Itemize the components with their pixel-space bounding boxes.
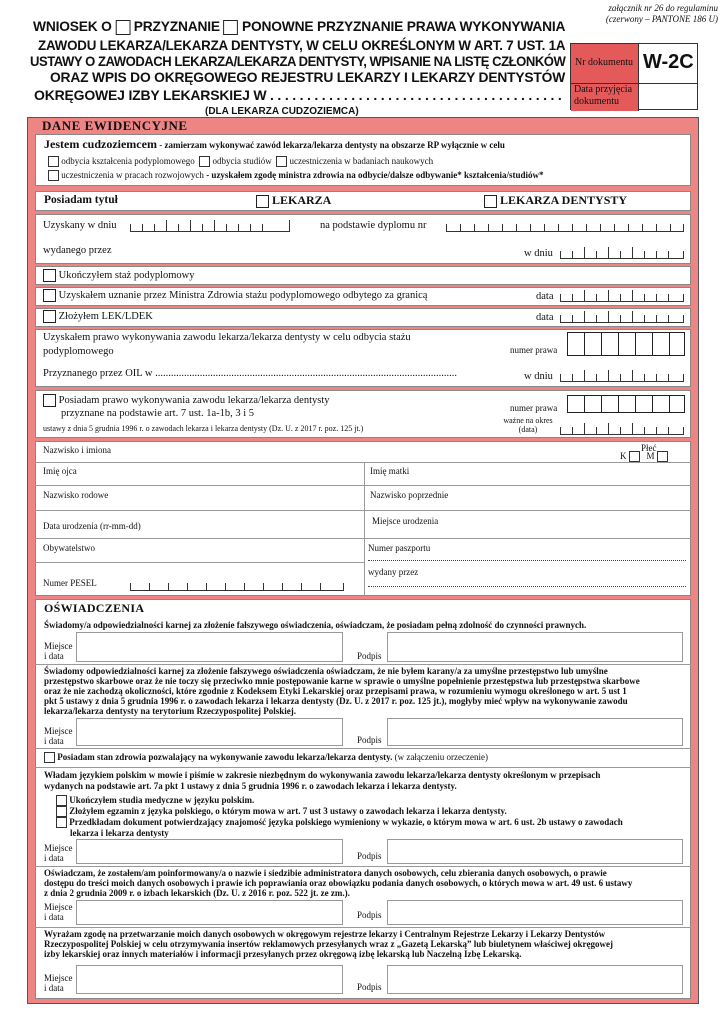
- st3-miejsce-label: Miejsce: [44, 843, 73, 853]
- title-line5: OKRĘGOWEJ IZBY LEKARSKIEJ W . . . . . . . . . . . . . . . . . . . . . . . . . . . . . . . . . . . . . . . .: [34, 87, 562, 103]
- statement-capacity: Świadomy/a odpowiedzialności karnej za złożenie fałszywego oświadczenia, oświadczam, że posiadam pełną zdolność do czynności prawnych.: [44, 620, 587, 630]
- uznanie-checkbox[interactable]: [43, 289, 56, 302]
- opt-badania-label: uczestniczenia w badaniach naukowych: [289, 156, 434, 166]
- plec-k-label: K: [620, 451, 627, 461]
- st3-idata-label: i data: [44, 853, 64, 863]
- plec-label: Płeć: [641, 443, 657, 453]
- st1-podpis-label: Podpis: [357, 651, 382, 661]
- opt-ksztalcenie-checkbox[interactable]: [48, 156, 59, 167]
- uznanie-label: Uzyskałem uznanie przez Ministra Zdrowia stażu podyplomowego odbytego za granicą: [58, 289, 428, 301]
- polish-exam-label: Złożyłem egzamin z języka polskiego, o którym mowa w art. 7 ust 3 ustawy o zawodach lekarza i lekarza dentysty.: [69, 806, 507, 816]
- opt-prace-label: uczestniczenia w pracach rozwojowych: [61, 170, 204, 180]
- dyplom-label: na podstawie dyplomu nr: [320, 220, 427, 231]
- prawo-staz-line2: podyplomowego: [43, 346, 114, 357]
- title-line3: USTAWY O ZAWODACH LEKARZA/LEKARZA DENTYSTY, WPISANIE NA LISTĘ CZŁONKÓW: [30, 53, 566, 69]
- st2-signature-field[interactable]: [387, 718, 683, 746]
- statement-criminal-3: oraz że nie zachodzą okoliczności, które zgodnie z Kodeksem Etyki Lekarskiej oraz przepisami prawa, w rozumieniu wymogu określonego w art. 5 ust 1: [44, 686, 627, 696]
- opt-ksztalcenie-label: odbycia kształcenia podyplomowego: [61, 156, 195, 166]
- title-line2: ZAWODU LEKARZA/LEKARZA DENTYSTY, W CELU OKREŚLONYM W ART. 7 UST. 1A: [38, 37, 566, 53]
- st5-podpis-label: Podpis: [357, 982, 382, 992]
- prawo-art7-line1: Posiadam prawo wykonywania zawodu lekarza/lekarza dentysty: [58, 394, 330, 406]
- st2-place-date-field[interactable]: [76, 718, 343, 746]
- health-note: (w załączeniu orzeczenie): [392, 752, 489, 762]
- foreigner-label: Jestem cudzoziemcem: [44, 137, 157, 151]
- annex-note: załącznik nr 26 do regulaminu: [608, 3, 718, 13]
- health-label: Posiadam stan zdrowia pozwalający na wykonywanie zawodu lekarza/lekarza dentysty.: [57, 752, 393, 762]
- polish-statement-1: Władam językiem polskim w mowie i piśmie w zakresie niezbędnym do wykonywania zawodu lekarza/lekarza dentysty określonym w przepisach: [44, 770, 601, 780]
- st1-miejsce-label: Miejsce: [44, 641, 73, 651]
- polish-document-label-2: lekarza i lekarza dentysty: [70, 828, 169, 838]
- staz-label: Ukończyłem staż podyplomowy: [58, 269, 195, 281]
- lek-date-cells[interactable]: [560, 312, 684, 323]
- statement-criminal-5: lekarza/lekarza dentysty na terytorium Rzeczypospolitej Polskiej.: [44, 706, 296, 716]
- lekarza-dentysty-checkbox[interactable]: [484, 195, 497, 208]
- oil-wdniu-label: w dniu: [524, 371, 553, 382]
- marketing-statement-3: izby lekarskiej oraz innych materiałów i informacji przesyłanych przez okręgową izbę lekarską lub Naczelną Izbę Lekarską.: [44, 949, 522, 959]
- marketing-statement-1: Wyrażam zgodę na przetwarzanie moich danych osobowych w okręgowym rejestrze lekarzy i Centralnym Rejestrze Lekarzy i Lekarzy Dentystów: [44, 929, 606, 939]
- statement-criminal-2: przestępstwo skarbowe oraz że nie toczy się przeciwko mnie postępowanie karne w sprawie o umyślne popełnienie przestępstwa lub przestępstwa skarbowe: [44, 676, 640, 686]
- opt-prace-checkbox[interactable]: [48, 170, 59, 181]
- lek-checkbox[interactable]: [43, 310, 56, 323]
- st4-podpis-label: Podpis: [357, 910, 382, 920]
- uzyskany-date-cells[interactable]: [130, 221, 290, 232]
- opt-prace-bold: - uzyskałem zgodę ministra zdrowia na odbycie/dalsze odbywanie* kształcenia/studiów*: [203, 170, 544, 180]
- pesel-label: Numer PESEL: [43, 578, 97, 588]
- numer-prawa2-label: numer prawa: [510, 403, 558, 413]
- nazwisko-label: Nazwisko i imiona: [43, 445, 111, 455]
- pesel-cells[interactable]: [130, 580, 344, 591]
- opt-studia-label: odbycia studiów: [212, 156, 272, 166]
- polish-statement-2: wydanych na podstawie art. 7a pkt 1 ustawy z dnia 5 grudnia 1996 r. o zawodach lekarza i lekarza dentysty.: [44, 781, 457, 791]
- paszport-label: Numer paszportu: [368, 543, 431, 553]
- st1-idata-label: i data: [44, 651, 64, 661]
- lekarza-checkbox[interactable]: [256, 195, 269, 208]
- prawo-art7-line2: przyznane na podstawie art. 7 ust. 1a-1b, 3 i 5: [61, 408, 255, 419]
- st1-place-date-field[interactable]: [76, 632, 343, 662]
- numer-prawa-label: numer prawa: [510, 345, 558, 355]
- doc-box: [570, 43, 698, 110]
- title-line1-opt2: PONOWNE PRZYZNANIE PRAWA WYKONYWANIA: [241, 18, 566, 34]
- title-line4: ORAZ WPIS DO OKRĘGOWEGO REJESTRU LEKARZY I LEKARZY DENTYSTÓW: [50, 69, 566, 85]
- przyznanie-checkbox[interactable]: [115, 20, 130, 35]
- lek-data-label: data: [536, 312, 554, 323]
- section-dane-title: DANE EWIDENCYJNE: [42, 118, 188, 133]
- st5-idata-label: i data: [44, 983, 64, 993]
- st2-podpis-label: Podpis: [357, 735, 382, 745]
- wydany-date-cells[interactable]: [560, 248, 684, 259]
- st3-signature-field[interactable]: [387, 839, 683, 864]
- uzyskany-label: Uzyskany w dniu: [43, 220, 117, 231]
- polish-studies-label: Ukończyłem studia medyczne w języku polskim.: [69, 795, 255, 805]
- doc-date-label: Data przyjęcia dokumentu: [574, 84, 633, 107]
- st2-idata-label: i data: [44, 736, 64, 746]
- foreigner-rest: - zamierzam wykonywać zawód lekarza/lekarza dentysty na obszarze RP wyłącznie w celu: [156, 140, 505, 150]
- ponowne-checkbox[interactable]: [224, 20, 239, 35]
- numer-prawa-boxes[interactable]: [567, 332, 685, 356]
- imie-ojca-label: Imię ojca: [43, 466, 77, 476]
- polish-exam-checkbox[interactable]: [56, 806, 67, 817]
- st3-place-date-field[interactable]: [76, 839, 343, 864]
- dyplom-cells[interactable]: [446, 221, 684, 232]
- rodo-statement-1: Oświadczam, że zostałem/am poinformowany/a o nazwie i siedzibie administratora danych osobowych, celu zbierania danych osobowych, o prawie: [44, 868, 607, 878]
- statement-criminal-1: Świadomy odpowiedzialności karnej za złożenie fałszywego oświadczenia oświadczam, że nie byłem karany/a za umyślne przestępstwo lub umyślne: [44, 666, 608, 676]
- wydany-przez-label: wydany przez: [368, 567, 419, 577]
- polish-document-label: Przedkładam dokument potwierdzający znajomość języka polskiego wymieniony w wykazie, o którym mowa w art. 6 ust. 2b ustawy o zawodach: [69, 817, 623, 827]
- numer-prawa2-boxes[interactable]: [567, 395, 685, 413]
- miejsce-urodzenia-label: Miejsce urodzenia: [372, 516, 439, 526]
- prawo-art7-line3: ustawy z dnia 5 grudnia 1996 r. o zawodach lekarza i lekarza dentysty (Dz. U. z 2017 r. poz. 125 jt.): [43, 424, 364, 433]
- polish-document-checkbox[interactable]: [56, 817, 67, 828]
- opt-studia-checkbox[interactable]: [199, 156, 210, 167]
- posiadam-tytul-label: Posiadam tytuł: [44, 194, 118, 206]
- plec-k-checkbox[interactable]: [629, 451, 640, 462]
- doc-code: W-2C: [643, 51, 694, 73]
- health-checkbox[interactable]: [44, 752, 55, 763]
- st1-signature-field[interactable]: [387, 632, 683, 662]
- st5-place-date-field[interactable]: [76, 965, 343, 994]
- wazne-data-label: (data): [518, 425, 538, 434]
- wydany-label: wydanego przez: [43, 245, 112, 256]
- title-line1-opt1: PRZYZNANIE: [133, 18, 220, 34]
- oil-date-cells[interactable]: [560, 371, 684, 382]
- st4-place-date-field[interactable]: [76, 900, 343, 925]
- wazne-label: ważne na okres: [503, 416, 553, 425]
- statement-criminal-4: pkt 5 ustawy z dnia 5 grudnia 1996 r. o zawodach lekarza i lekarza dentysty (Dz. U. z 2017 r. poz. 125 jt.), mogłyby mieć wpływ na wykonywanie zawodu: [44, 696, 628, 706]
- st4-miejsce-label: Miejsce: [44, 902, 73, 912]
- staz-checkbox[interactable]: [43, 269, 56, 282]
- st3-podpis-label: Podpis: [357, 851, 382, 861]
- section-oswiadczenia-title: OŚWIADCZENIA: [44, 601, 145, 615]
- st4-signature-field[interactable]: [387, 900, 683, 925]
- uznanie-data-label: data: [536, 291, 554, 302]
- obywatelstwo-label: Obywatelstwo: [43, 543, 95, 553]
- polish-studies-checkbox[interactable]: [56, 795, 67, 806]
- prawo-art7-checkbox[interactable]: [43, 394, 56, 407]
- wazne-date-cells[interactable]: [560, 424, 684, 435]
- st2-miejsce-label: Miejsce: [44, 726, 73, 736]
- personal-data-panel: [35, 441, 691, 596]
- oil-label: Przyznanego przez OIL w ...................................................................................................................: [43, 368, 458, 379]
- wydany-wdniu-label: w dniu: [524, 248, 553, 259]
- rodo-statement-3: z dnia 2 grudnia 2009 r. o izbach lekarskich (Dz. U. z 2016 r. poz. 522 jt. ze zm.).: [44, 888, 350, 898]
- plec-m-checkbox[interactable]: [657, 451, 668, 462]
- st5-signature-field[interactable]: [387, 965, 683, 994]
- st5-miejsce-label: Miejsce: [44, 973, 73, 983]
- prawo-staz-line1: Uzyskałem prawo wykonywania zawodu lekarza/lekarza dentysty w celu odbycia stażu: [43, 332, 411, 343]
- color-note: (czerwony – PANTONE 186 U): [605, 14, 718, 24]
- title-line1-pre: WNIOSEK O: [33, 18, 112, 34]
- doc-nr-label: Nr dokumentu: [575, 57, 634, 68]
- data-urodzenia-label: Data urodzenia (rr-mm-dd): [43, 521, 141, 531]
- nazwisko-rodowe-label: Nazwisko rodowe: [43, 490, 109, 500]
- opt-badania-checkbox[interactable]: [276, 156, 287, 167]
- rodo-statement-2: dostępu do treści moich danych osobowych i prawie ich poprawiania oraz obowiązku podania danych osobowych, o których mowa w art. 49 ust. 6 ustawy: [44, 878, 633, 888]
- lek-label: Złożyłem LEK/LDEK: [58, 310, 153, 322]
- uznanie-date-cells[interactable]: [560, 291, 684, 302]
- lekarza-dentysty-label: LEKARZA DENTYSTY: [500, 193, 628, 207]
- st4-idata-label: i data: [44, 912, 64, 922]
- lekarza-label: LEKARZA: [272, 193, 332, 207]
- title-sub: (DLA LEKARZA CUDZOZIEMCA): [205, 106, 359, 117]
- nazwisko-poprzednie-label: Nazwisko poprzednie: [370, 490, 449, 500]
- imie-matki-label: Imię matki: [370, 466, 410, 476]
- marketing-statement-2: Rzeczypospolitej Polskiej w celu otrzymywania insertów reklamowych przesyłanych wraz z „Gazetą Lekarską” lub biuletynem właściwej okręgowej: [44, 939, 613, 949]
- plec-m-label: M: [646, 451, 655, 461]
